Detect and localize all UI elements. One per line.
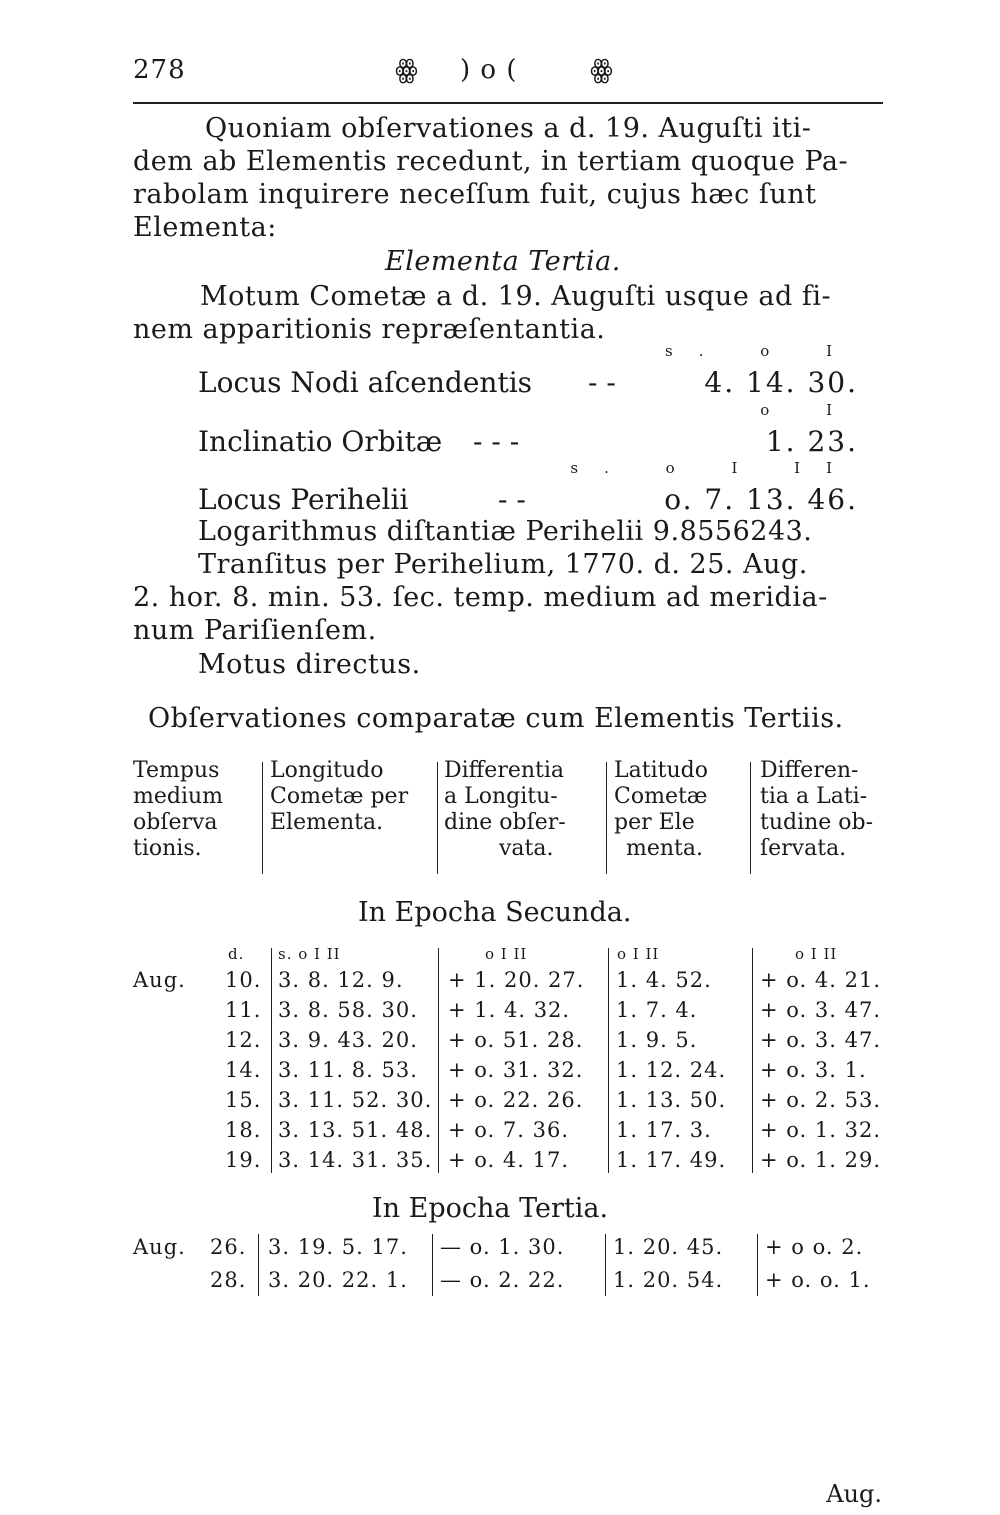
ornament-left-icon: ꙮ bbox=[395, 55, 419, 85]
header-line: Tempus bbox=[133, 758, 220, 783]
column-header bbox=[270, 758, 408, 836]
table-cell: 1. 4. 52. bbox=[616, 968, 712, 992]
table-cell: 1. 17. 3. bbox=[616, 1118, 712, 1142]
table-cell: + o. 4. 21. bbox=[760, 968, 882, 992]
table-row bbox=[0, 968, 1000, 998]
table-cell: 1. 12. 24. bbox=[616, 1058, 727, 1082]
table-cell: 3. 11. 8. 53. bbox=[278, 1058, 418, 1082]
table-cell: 1. 17. 49. bbox=[616, 1148, 727, 1172]
table-row bbox=[0, 1028, 1000, 1058]
element-label: Locus Perihelii bbox=[198, 483, 409, 516]
text-line: Logarithmus diſtantiæ Perihelii 9.8556243. bbox=[198, 516, 813, 547]
text-line: 2. hor. 8. min. 53. ſec. temp. medium ad meridia- bbox=[133, 582, 828, 613]
element-value: o. 7. 13. 46. bbox=[664, 483, 858, 516]
header-line: vata. bbox=[499, 836, 554, 861]
table-cell: Aug. bbox=[133, 1235, 186, 1259]
table-cell: + o. 1. 29. bbox=[760, 1148, 882, 1172]
table-cell: 12. bbox=[225, 1028, 262, 1052]
header-line: Differentia bbox=[444, 758, 565, 783]
header-line: Differen- bbox=[760, 758, 859, 783]
header-line: Elementa. bbox=[270, 810, 384, 835]
table-cell: 1. 7. 4. bbox=[616, 998, 698, 1022]
ornament-right-icon: ꙮ bbox=[590, 55, 614, 85]
table-cell: 1. 20. 54. bbox=[613, 1268, 724, 1292]
observations-title: Obſervationes comparatæ cum Elementis Tertiis. bbox=[148, 703, 844, 734]
header-line: medium bbox=[133, 784, 224, 809]
column-divider bbox=[750, 762, 751, 874]
column-divider bbox=[606, 762, 607, 874]
table-cell: + o. 3. 47. bbox=[760, 998, 882, 1022]
column-header bbox=[133, 758, 223, 862]
intro-line: dem ab Elementis recedunt, in tertiam quoque Pa- bbox=[133, 146, 849, 177]
element-dots: - - bbox=[498, 483, 526, 516]
element-dots: - - - bbox=[473, 425, 520, 458]
table-cell: + 1. 4. 32. bbox=[448, 998, 571, 1022]
column-divider bbox=[262, 762, 263, 874]
table-cell: + o. o. 1. bbox=[765, 1268, 871, 1292]
intro-line: Elementa: bbox=[133, 212, 277, 243]
table-cell: 3. 13. 51. 48. bbox=[278, 1118, 433, 1142]
element-label: Inclinatio Orbitæ bbox=[198, 425, 443, 458]
header-line: Longitudo bbox=[270, 758, 384, 783]
epoch2-title: In Epocha Secunda. bbox=[358, 897, 632, 928]
table-cell: + o. 1. 32. bbox=[760, 1118, 882, 1142]
table-cell: + o. 4. 17. bbox=[448, 1148, 570, 1172]
epoch2-rows bbox=[0, 968, 1000, 1178]
table-cell: 1. 9. 5. bbox=[616, 1028, 698, 1052]
header-line: Cometæ per bbox=[270, 784, 409, 809]
unit-label: d. bbox=[228, 945, 245, 963]
element-value: 4. 14. 30. bbox=[704, 366, 858, 399]
header-line: Latitudo bbox=[614, 758, 708, 783]
table-cell: + o. 3. 1. bbox=[760, 1058, 867, 1082]
epoch3-title: In Epocha Tertia. bbox=[372, 1193, 609, 1224]
header-line: Cometæ bbox=[614, 784, 708, 809]
table-cell: + o. 51. 28. bbox=[448, 1028, 584, 1052]
unit-label: o I II bbox=[795, 945, 838, 963]
unit-label: o I II bbox=[617, 945, 660, 963]
table-cell: + 1. 20. 27. bbox=[448, 968, 585, 992]
text-line: Tranſitus per Perihelium, 1770. d. 25. Aug. bbox=[198, 549, 808, 580]
table-cell: + o o. 2. bbox=[765, 1235, 864, 1259]
table-cell: 3. 11. 52. 30. bbox=[278, 1088, 433, 1112]
epoch3-rows bbox=[0, 1235, 1000, 1305]
table-row bbox=[0, 998, 1000, 1028]
table-cell: 3. 20. 22. 1. bbox=[268, 1268, 408, 1292]
page-number: 278 bbox=[133, 55, 186, 85]
element-row bbox=[198, 401, 858, 461]
unit-label: o I II bbox=[485, 945, 528, 963]
header-center-mark: ) o ( bbox=[460, 55, 518, 85]
intro-line: Quoniam obſervationes a d. 19. Auguſti iti- bbox=[205, 113, 812, 144]
header-line: obſerva bbox=[133, 810, 218, 835]
element-units: s. o I bbox=[665, 342, 858, 360]
table-cell: — o. 1. 30. bbox=[440, 1235, 565, 1259]
table-cell: 1. 13. 50. bbox=[616, 1088, 727, 1112]
table-row bbox=[0, 1235, 1000, 1265]
table-cell: 3. 8. 58. 30. bbox=[278, 998, 418, 1022]
element-row bbox=[198, 342, 858, 402]
header-line: dine obſer- bbox=[444, 810, 566, 835]
table-cell: 18. bbox=[225, 1118, 262, 1142]
table-cell: 3. 19. 5. 17. bbox=[268, 1235, 408, 1259]
column-header bbox=[760, 758, 873, 862]
table-cell: Aug. bbox=[133, 968, 186, 992]
motion-line: Motum Cometæ a d. 19. Auguſti usque ad fi- bbox=[200, 281, 832, 312]
table-cell: 26. bbox=[210, 1235, 247, 1259]
table-row bbox=[0, 1268, 1000, 1298]
column-header bbox=[614, 758, 708, 862]
table-cell: 3. 14. 31. 35. bbox=[278, 1148, 433, 1172]
table-cell: 19. bbox=[225, 1148, 262, 1172]
table-cell: 3. 8. 12. 9. bbox=[278, 968, 404, 992]
text-line: Motus directus. bbox=[198, 649, 421, 680]
table-cell: + o. 7. 36. bbox=[448, 1118, 570, 1142]
table-row bbox=[0, 1148, 1000, 1178]
table-row bbox=[0, 1088, 1000, 1118]
table-cell: + o. 31. 32. bbox=[448, 1058, 584, 1082]
elements-title: Elementa Tertia. bbox=[385, 246, 621, 277]
table-cell: + o. 3. 47. bbox=[760, 1028, 882, 1052]
intro-line: rabolam inquirere neceſſum fuit, cujus hæc ſunt bbox=[133, 179, 817, 210]
table-cell: + o. 22. 26. bbox=[448, 1088, 584, 1112]
header-line: menta. bbox=[626, 836, 703, 861]
catchword: Aug. bbox=[826, 1480, 882, 1508]
table-row bbox=[0, 1058, 1000, 1088]
table-cell: 28. bbox=[210, 1268, 247, 1292]
motion-line: nem apparitionis repræſentantia. bbox=[133, 314, 606, 345]
table-cell: 15. bbox=[225, 1088, 262, 1112]
header-line: a Longitu- bbox=[444, 784, 558, 809]
element-units: o I bbox=[760, 401, 858, 419]
table-cell: 10. bbox=[225, 968, 262, 992]
column-header bbox=[444, 758, 566, 862]
table-row bbox=[0, 1118, 1000, 1148]
unit-label: s. o I II bbox=[278, 945, 341, 963]
table-cell: 3. 9. 43. 20. bbox=[278, 1028, 418, 1052]
column-divider bbox=[437, 762, 438, 874]
table-cell: 14. bbox=[225, 1058, 262, 1082]
element-row bbox=[198, 459, 858, 519]
element-label: Locus Nodi aſcendentis bbox=[198, 366, 533, 399]
element-dots: - - bbox=[588, 366, 616, 399]
element-units: s. o I II bbox=[570, 459, 858, 477]
header-line: tia a Lati- bbox=[760, 784, 868, 809]
text-line: num Pariſienſem. bbox=[133, 615, 377, 646]
header-rule bbox=[133, 102, 883, 104]
header-line: tudine ob- bbox=[760, 810, 874, 835]
header-line: ſervata. bbox=[760, 836, 847, 861]
header-line: per Ele bbox=[614, 810, 695, 835]
table-cell: + o. 2. 53. bbox=[760, 1088, 882, 1112]
element-value: 1. 23. bbox=[765, 425, 858, 458]
table-cell: 11. bbox=[225, 998, 262, 1022]
table-cell: 1. 20. 45. bbox=[613, 1235, 724, 1259]
table-cell: — o. 2. 22. bbox=[440, 1268, 565, 1292]
header-line: tionis. bbox=[133, 836, 202, 861]
